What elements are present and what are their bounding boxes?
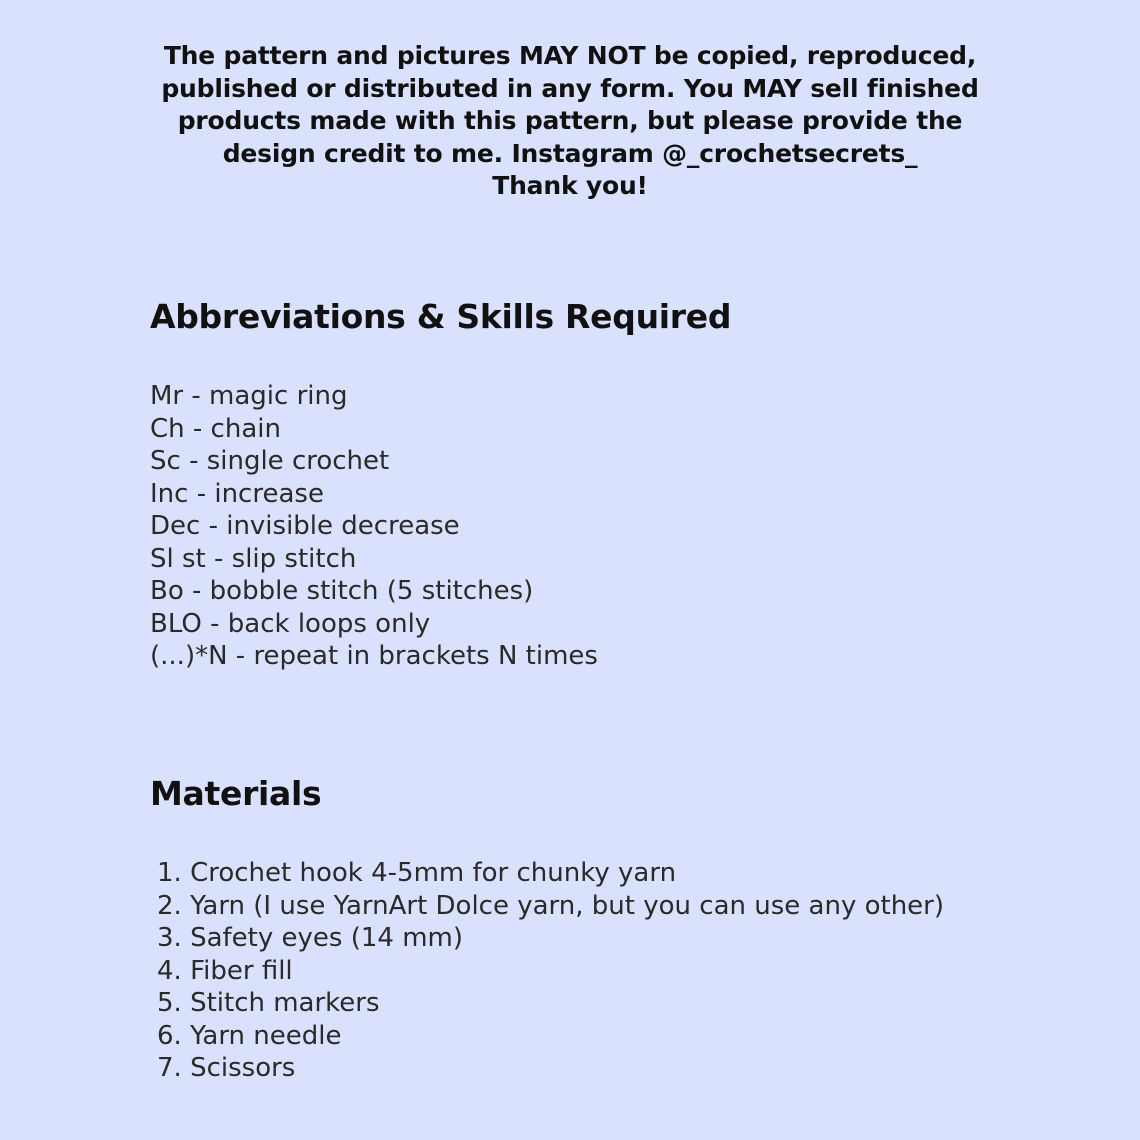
item-text: Crochet hook 4-5mm for chunky yarn <box>190 858 677 888</box>
list-item: Sc - single crochet <box>150 446 390 476</box>
item-number: 1. <box>157 858 182 888</box>
copyright-notice <box>130 40 1010 203</box>
materials-title: Materials <box>150 774 322 813</box>
list-item: BLO - back loops only <box>150 608 431 639</box>
materials-list <box>157 857 944 1085</box>
list-item <box>157 987 944 1020</box>
list-item: Bo - bobble stitch (5 stitches) <box>150 576 534 606</box>
item-text: Stitch markers <box>190 988 380 1018</box>
notice-line: products made with this pattern, but please provide the <box>177 106 963 135</box>
item-text: Fiber fill <box>190 955 293 986</box>
list-item: Mr - magic ring <box>150 381 348 411</box>
item-text: Yarn needle <box>190 1020 342 1051</box>
item-number: 5. <box>157 988 182 1018</box>
list-item: Inc - increase <box>150 478 324 509</box>
item-number: 3. <box>157 923 182 953</box>
notice-line: The pattern and pictures MAY NOT be copied, reproduced, <box>163 41 977 70</box>
abbreviations-list <box>150 380 598 673</box>
list-item: Ch - chain <box>150 413 281 444</box>
list-item <box>157 922 944 955</box>
list-item <box>157 857 944 890</box>
item-text: Scissors <box>190 1053 296 1083</box>
list-item <box>157 890 944 923</box>
item-number: 2. <box>157 890 182 921</box>
list-item: Sl st - slip stitch <box>150 543 357 574</box>
item-number: 7. <box>157 1053 182 1083</box>
list-item <box>157 955 944 988</box>
item-number: 4. <box>157 955 182 986</box>
notice-line: design credit to me. Instagram @_crochetsecrets_ <box>222 138 918 168</box>
list-item <box>157 1020 944 1053</box>
item-text: Yarn (I use YarnArt Dolce yarn, but you can use any other) <box>190 890 945 921</box>
item-number: 6. <box>157 1020 182 1051</box>
item-text: Safety eyes (14 mm) <box>190 923 463 953</box>
abbreviations-title: Abbreviations & Skills Required <box>150 297 732 336</box>
list-item: Dec - invisible decrease <box>150 511 460 541</box>
notice-line: published or distributed in any form. You MAY sell finished <box>161 73 979 103</box>
list-item <box>157 1052 944 1085</box>
list-item: (...)*N - repeat in brackets N times <box>150 641 598 671</box>
notice-line: Thank you! <box>492 171 648 200</box>
